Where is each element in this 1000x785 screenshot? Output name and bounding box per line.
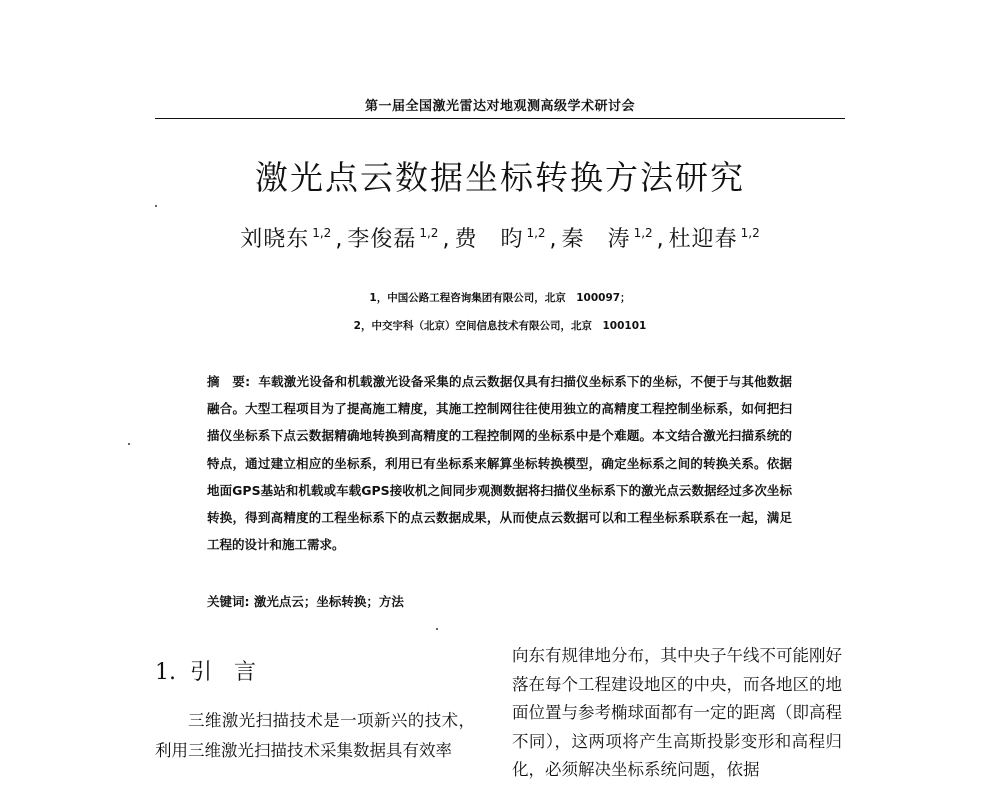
keywords <box>207 592 792 610</box>
author-affiliation-mark: 1,2 <box>419 226 439 240</box>
author-separator: , <box>442 227 451 252</box>
section-title-text: 引 言 <box>190 660 257 685</box>
author-name: 杜迎春 <box>668 227 738 252</box>
author-separator: , <box>549 227 558 252</box>
scan-speck <box>436 628 438 630</box>
author-name: 费 昀 <box>454 227 524 252</box>
author-affiliation-mark: 1,2 <box>740 226 760 240</box>
author-list <box>150 222 850 253</box>
author-affiliation-mark: 1,2 <box>312 226 332 240</box>
scan-speck <box>128 443 130 445</box>
paper-title: 激光点云数据坐标转换方法研究 <box>255 158 745 197</box>
abstract-label: 摘 要: <box>207 374 251 389</box>
abstract-text: 车载激光设备和机载激光设备采集的点云数据仅具有扫描仪坐标系下的坐标，不便于与其他数据融合。大型工程项目为了提高施工精度，其施工控制网往往使用独立的高精度工程控制坐标系，如何把扫描仪坐标系下点云数据精确地转换到高精度的工程控制网的坐标系中是个难题。本文结合激光扫描系统的特点，通过建立相应的坐标系，利用已有坐标系来解算坐标转换模型，确定坐标系之间的转换关系。依据地面GPS基站和机载或车载GPS接收机之间同步观测数据将扫描仪坐标系下的激光点云数据经过多次坐标转换，得到高精度的工程坐标系下的点云数据成果，从而使点云数据可以和工程坐标系联系在一起，满足工程的设计和施工需求。 <box>207 374 792 553</box>
author-name: 李俊磊 <box>347 227 417 252</box>
abstract <box>207 368 792 558</box>
author-separator: , <box>656 227 665 252</box>
author-name: 刘晓东 <box>240 227 310 252</box>
section-number: 1. <box>155 660 176 685</box>
header-rule <box>155 118 845 119</box>
keywords-text: 激光点云；坐标转换；方法 <box>253 594 404 609</box>
body-text-left-column: 三维激光扫描技术是一项新兴的技术，利用三维激光扫描技术采集数据具有效率 <box>155 711 475 760</box>
scan-speck <box>155 205 157 207</box>
author-affiliation-mark: 1,2 <box>633 226 653 240</box>
affiliation-1: 1，中国公路工程咨询集团有限公司，北京 100097； <box>369 292 631 304</box>
author-affiliation-mark: 1,2 <box>526 226 546 240</box>
conference-header: 第一届全国激光雷达对地观测高级学术研讨会 <box>364 99 635 114</box>
section-heading <box>155 655 256 686</box>
author-separator: , <box>335 227 344 252</box>
affiliation-2: 2，中交宇科（北京）空间信息技术有限公司，北京 100101 <box>353 320 647 332</box>
body-text-right-column: 向东有规律地分布，其中央子午线不可能刚好落在每个工程建设地区的中央，而各地区的地面位置与参考椭球面都有一定的距离（即高程不同），这两项将产生高斯投影变形和高程归化，必须解决坐标系统问题，依据 <box>512 646 842 779</box>
author-name: 秦 涛 <box>561 227 631 252</box>
keywords-label: 关键词: <box>207 594 250 609</box>
